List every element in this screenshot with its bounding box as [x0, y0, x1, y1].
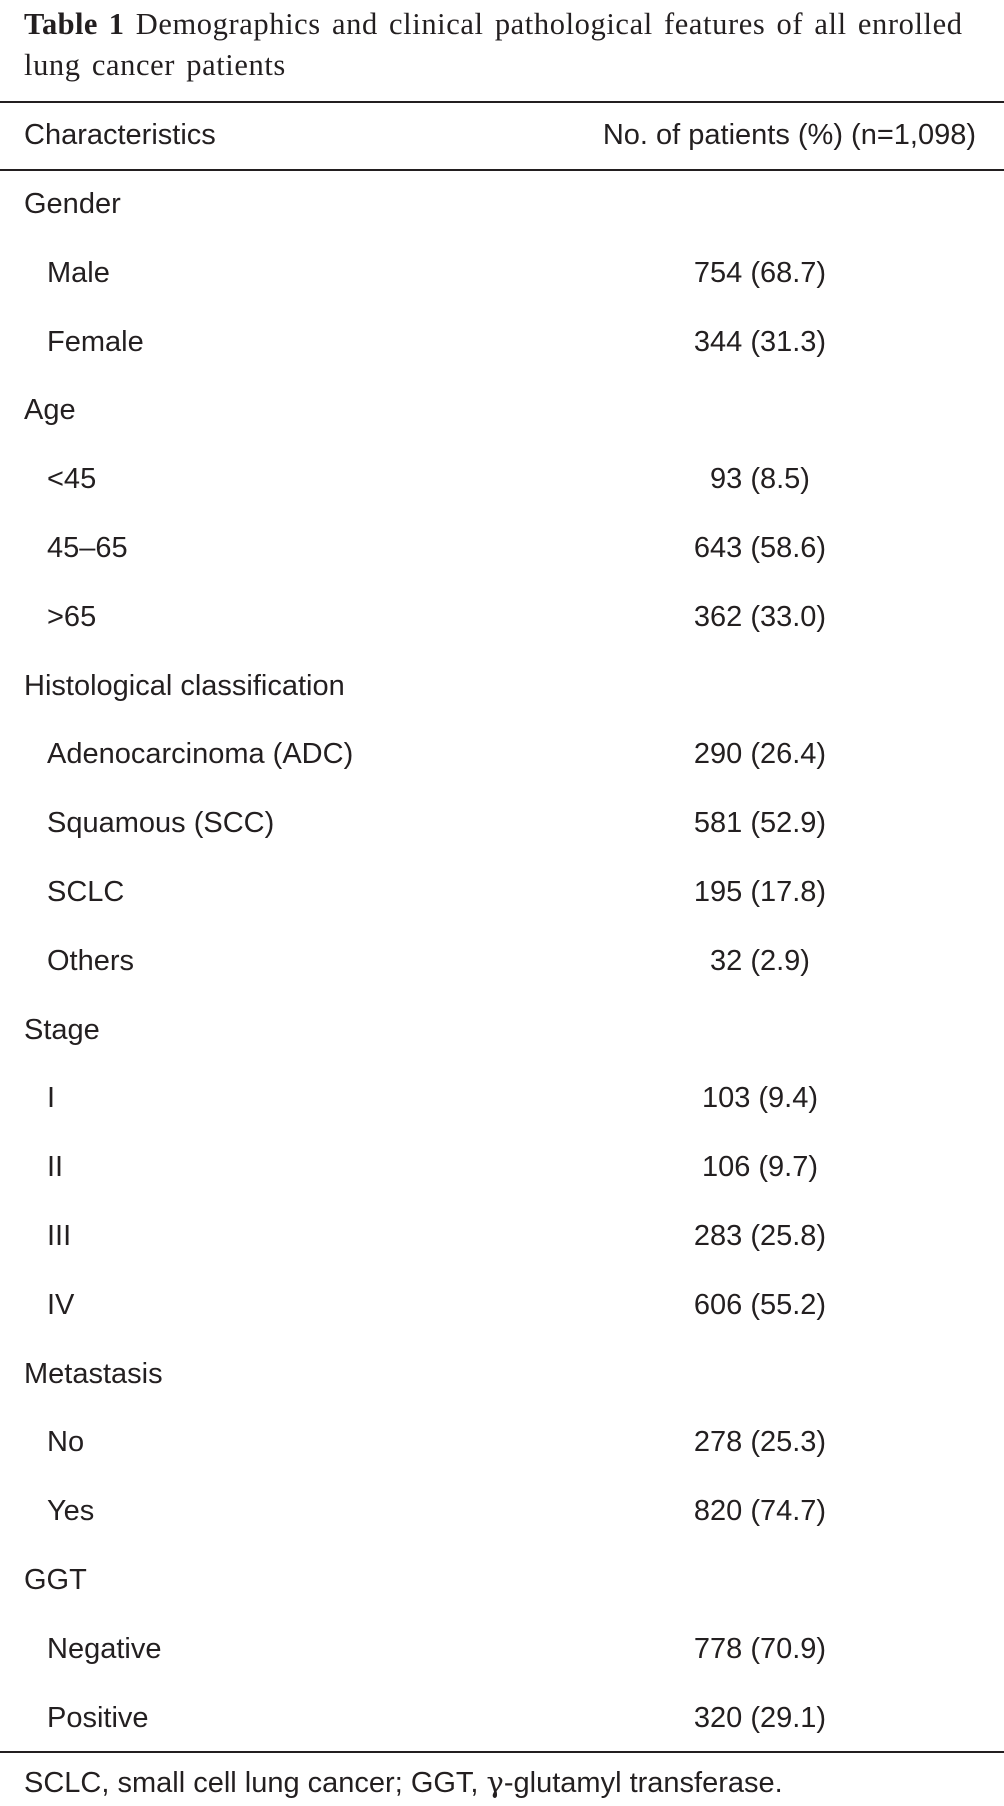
footnote-greek-letter: γ	[486, 1765, 504, 1799]
row-label: Squamous (SCC)	[47, 807, 275, 840]
table-group-row	[0, 1546, 1004, 1615]
row-value: 320 (29.1)	[693, 1701, 827, 1734]
row-label: SCLC	[47, 875, 125, 908]
row-label: II	[47, 1151, 64, 1184]
header-patients: No. of patients (%) (n=1,098)	[602, 119, 976, 151]
table-row	[0, 1133, 1004, 1202]
row-value: 106 (9.7)	[701, 1151, 819, 1184]
group-label: Gender	[24, 188, 121, 220]
group-label: Histological classification	[24, 669, 345, 702]
table-body	[0, 170, 1004, 1752]
table-row	[0, 1202, 1004, 1271]
group-label: GGT	[24, 1563, 87, 1596]
table-row	[0, 1408, 1004, 1477]
table-row	[0, 514, 1004, 583]
row-value: 606 (55.2)	[693, 1288, 827, 1321]
table-row	[0, 239, 1004, 308]
table-caption-text: Demographics and clinical pathological features of all enrolled lung cancer patients	[24, 7, 963, 82]
table-row	[0, 858, 1004, 927]
group-label: Age	[24, 394, 76, 427]
row-label: I	[47, 1082, 56, 1115]
row-label: No	[47, 1426, 85, 1459]
footnote-text-start: SCLC, small cell lung cancer; GGT,	[24, 1767, 487, 1799]
row-value: 195 (17.8)	[693, 875, 827, 908]
row-label: >65	[47, 600, 97, 633]
row-label: IV	[47, 1288, 75, 1321]
row-value: 581 (52.9)	[693, 807, 827, 840]
row-label: 45–65	[47, 531, 128, 564]
table-row	[0, 445, 1004, 514]
table-row	[0, 1271, 1004, 1340]
table-bottom-rule	[0, 1751, 1004, 1753]
row-label: Positive	[47, 1701, 149, 1734]
table-top-rule	[0, 101, 1004, 103]
row-value: 362 (33.0)	[693, 600, 827, 633]
row-value: 32 (2.9)	[710, 944, 810, 977]
row-label: Negative	[47, 1632, 162, 1665]
table-row	[0, 1615, 1004, 1684]
group-label: Stage	[24, 1013, 100, 1046]
table-row	[0, 308, 1004, 377]
row-label: Yes	[47, 1495, 95, 1528]
table-caption	[24, 4, 980, 86]
table-row	[0, 1684, 1004, 1753]
table-group-row	[0, 652, 1004, 721]
row-value: 778 (70.9)	[693, 1632, 827, 1665]
row-label: Female	[47, 325, 144, 358]
row-label: Others	[47, 944, 135, 977]
row-value: 278 (25.3)	[693, 1426, 827, 1459]
row-label: <45	[47, 463, 97, 496]
table-row	[0, 1064, 1004, 1133]
table-row	[0, 1477, 1004, 1546]
table-row	[0, 583, 1004, 652]
table-caption-label: Table 1	[24, 7, 125, 41]
row-label: Male	[47, 256, 110, 289]
table-row	[0, 720, 1004, 789]
row-value: 93 (8.5)	[710, 463, 810, 496]
row-value: 103 (9.4)	[701, 1082, 819, 1115]
table-row	[0, 789, 1004, 858]
row-label: III	[47, 1219, 72, 1252]
row-value: 754 (68.7)	[693, 256, 827, 289]
row-value: 344 (31.3)	[693, 325, 827, 358]
row-value: 283 (25.8)	[693, 1219, 827, 1252]
table-group-row	[0, 1340, 1004, 1409]
footnote-text-end: -glutamyl transferase.	[503, 1767, 783, 1799]
table-footnote	[24, 1764, 783, 1801]
group-label: Metastasis	[24, 1357, 163, 1390]
header-characteristics: Characteristics	[24, 119, 216, 151]
table-group-row	[0, 170, 1004, 239]
row-value: 820 (74.7)	[693, 1495, 827, 1528]
row-label: Adenocarcinoma (ADC)	[47, 738, 354, 771]
row-value: 290 (26.4)	[693, 738, 827, 771]
row-value: 643 (58.6)	[693, 531, 827, 564]
table-row	[0, 927, 1004, 996]
table-group-row	[0, 376, 1004, 445]
table-group-row	[0, 996, 1004, 1065]
